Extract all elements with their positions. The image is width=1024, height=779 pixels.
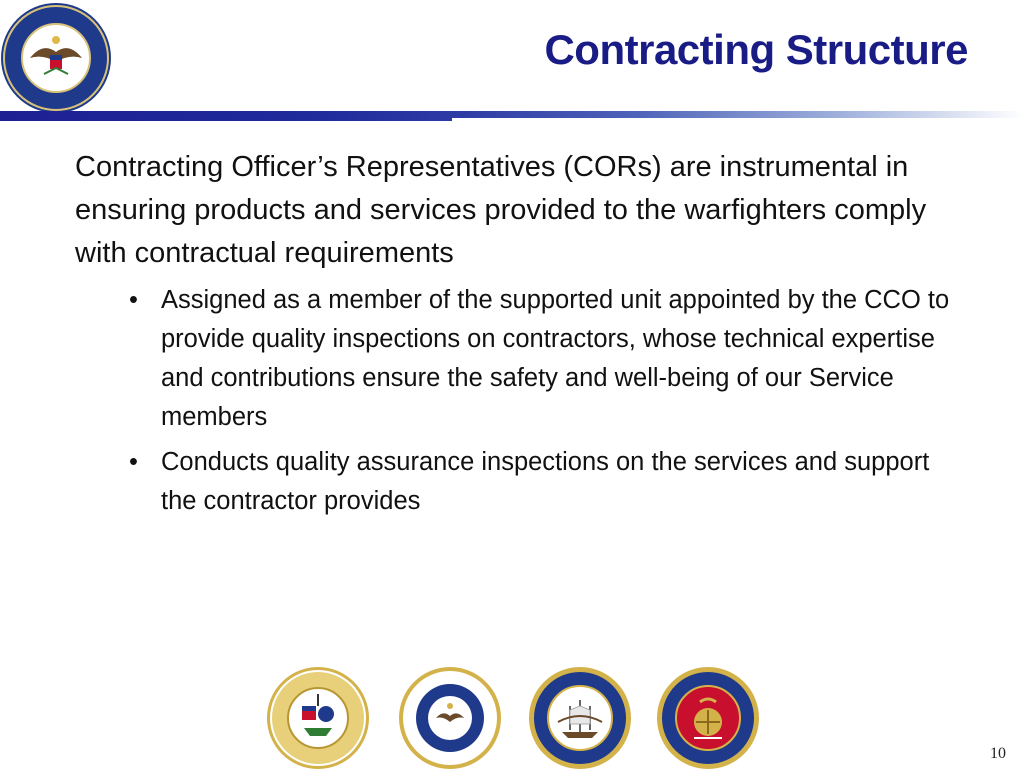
- service-seals-row: [266, 666, 766, 770]
- bullet-item: [129, 281, 955, 437]
- page-number: 10: [990, 745, 1006, 762]
- slide-body: [75, 146, 955, 527]
- bullet-item: [129, 443, 955, 521]
- marine-corps-seal-logo: [656, 666, 760, 770]
- army-seal-logo: [266, 666, 370, 770]
- air-force-seal-logo: [398, 666, 502, 770]
- bullet-text: Conducts quality assurance inspections on the services and support the contractor provides: [161, 448, 930, 515]
- bullet-dot: •: [129, 448, 138, 476]
- bullet-list: [75, 281, 955, 521]
- bullet-dot: •: [129, 286, 138, 314]
- lead-paragraph: Contracting Officer’s Representatives (CORs) are instrumental in ensuring products and services provided to the warfighters comply with contractual requirements: [75, 151, 927, 269]
- slide-title: Contracting Structure: [544, 26, 968, 73]
- navy-seal-logo: [528, 666, 632, 770]
- title-divider-notch: [452, 118, 1024, 122]
- bullet-text: Assigned as a member of the supported unit appointed by the CCO to provide quality inspections on contractors, whose technical expertise and contributions ensure the safety and well-being of our Service members: [161, 286, 950, 431]
